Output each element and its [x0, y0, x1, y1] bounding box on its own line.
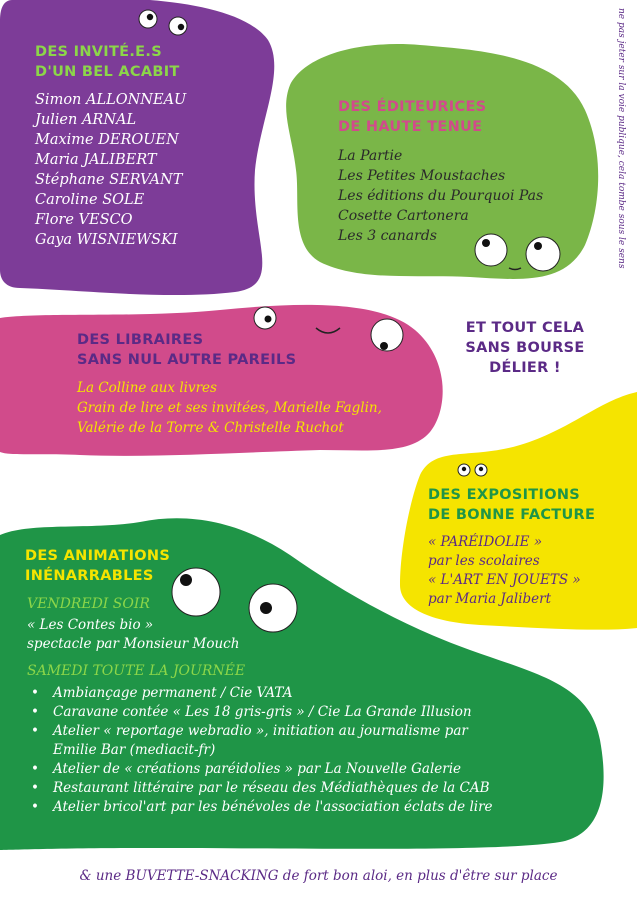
invite-name: Caroline SOLE: [35, 192, 145, 208]
exposition-line: « PARÉIDOLIE »: [428, 534, 543, 550]
editeurices-title-line1: DES ÉDITEURICES: [338, 99, 487, 115]
samedi-label: SAMEDI TOUTE LA JOURNÉE: [27, 663, 246, 679]
editeurices-title: [338, 97, 486, 137]
samedi-item: • Caravane contée « Les 18 gris-gris » / Cie La Grande Illusion: [27, 703, 493, 722]
invites-list: [35, 90, 186, 250]
animations-title: [25, 546, 170, 586]
samedi-item: • Restaurant littéraire par le réseau des Médiathèques de la CAB: [27, 779, 493, 798]
samedi-item: • Atelier bricol'art par les bénévoles de l'association éclats de lire: [27, 798, 493, 817]
editeur-item: Les Petites Moustaches: [338, 168, 506, 184]
samedi-item: • Atelier « reportage webradio », initiation au journalisme par: [27, 722, 493, 741]
libraires-title-line2: SANS NUL AUTRE PAREILS: [77, 352, 297, 368]
libraires-list: [77, 378, 382, 438]
animations-title-line1: DES ANIMATIONS: [25, 548, 171, 564]
gratuit-line3: DÉLIER !: [489, 360, 561, 376]
invite-name: Simon ALLONNEAU: [35, 92, 187, 108]
editeur-item: Les 3 canards: [338, 228, 437, 244]
invite-name: Flore VESCO: [35, 212, 133, 228]
invites-title-line2: D'UN BEL ACABIT: [35, 64, 180, 80]
invites-title: [35, 42, 180, 82]
side-note: [612, 8, 628, 308]
samedi-item3-cont: Emilie Bar (mediacit-fr): [53, 742, 216, 758]
libraires-title: [77, 330, 296, 370]
editeurices-list: [338, 146, 543, 246]
editeur-item: Les éditions du Pourquoi Pas: [338, 188, 544, 204]
libraires-title-line1: DES LIBRAIRES: [77, 332, 204, 348]
libraire-item: La Colline aux livres: [77, 380, 217, 396]
samedi-list: [27, 684, 493, 817]
samedi-item: • Ambiançage permanent / Cie VATA: [27, 684, 493, 703]
libraire-item: Grain de lire et ses invitées, Marielle Faglin,: [77, 400, 382, 416]
expositions-title-line1: DES EXPOSITIONS: [428, 487, 580, 503]
gratuit-line2: SANS BOURSE: [465, 340, 585, 356]
editeurices-title-line2: DE HAUTE TENUE: [338, 119, 483, 135]
samedi-item: • Atelier de « créations paréidolies » par La Nouvelle Galerie: [27, 760, 493, 779]
exposition-line: par Maria Jalibert: [428, 591, 552, 607]
vendredi-line: spectacle par Monsieur Mouch: [27, 636, 240, 652]
gratuit-text: [455, 318, 595, 378]
invite-name: Stéphane SERVANT: [35, 172, 183, 188]
side-note-text: ne pas jeter sur la voie publique, cela tombe sous le sens: [616, 8, 626, 269]
gratuit-line1: ET TOUT CELA: [465, 320, 585, 336]
exposition-line: par les scolaires: [428, 553, 540, 569]
vendredi-label: VENDREDI SOIR: [27, 596, 150, 612]
footer-text: & une BUVETTE-SNACKING de fort bon aloi, en plus d'être sur place: [79, 868, 558, 884]
expositions-list: [428, 533, 581, 609]
samedi-item-continuation: [27, 741, 493, 760]
vendredi-line: « Les Contes bio »: [27, 617, 154, 633]
invite-name: Maxime DEROUEN: [35, 132, 179, 148]
invite-name: Maria JALIBERT: [35, 152, 157, 168]
expositions-title-line2: DE BONNE FACTURE: [428, 507, 596, 523]
vendredi-list: [27, 616, 239, 654]
editeur-item: La Partie: [338, 148, 403, 164]
libraire-item: Valérie de la Torre & Christelle Ruchot: [77, 420, 344, 436]
exposition-line: « L'ART EN JOUETS »: [428, 572, 581, 588]
invites-title-line1: DES INVITÉ.E.S: [35, 44, 162, 60]
invite-name: Gaya WISNIEWSKI: [35, 232, 178, 248]
editeur-item: Cosette Cartonera: [338, 208, 469, 224]
animations-title-line2: INÉNARRABLES: [25, 568, 154, 584]
expositions-title: [428, 485, 595, 525]
invite-name: Julien ARNAL: [35, 112, 137, 128]
